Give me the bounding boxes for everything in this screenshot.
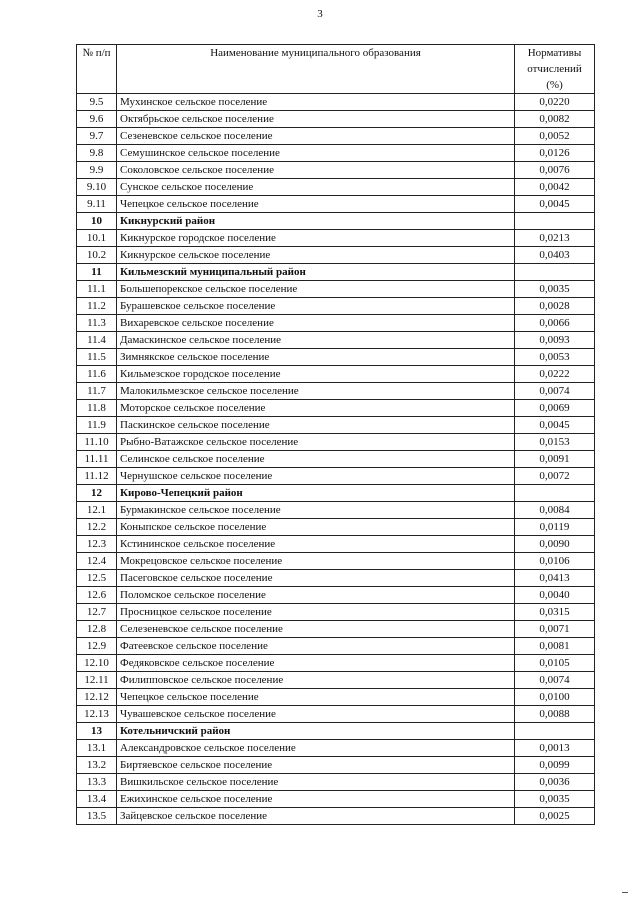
row-name: Рыбно-Ватажское сельское поселение (117, 434, 515, 451)
row-name: Сезеневское сельское поселение (117, 128, 515, 145)
table-row (77, 179, 595, 196)
row-percent: 0,0074 (515, 672, 595, 689)
row-percent: 0,0093 (515, 332, 595, 349)
row-number: 13.2 (77, 757, 117, 774)
row-number: 9.7 (77, 128, 117, 145)
row-name: Филипповское сельское поселение (117, 672, 515, 689)
table-row (77, 638, 595, 655)
row-name: Моторское сельское поселение (117, 400, 515, 417)
header-name: Наименование муниципального образования (117, 45, 515, 94)
row-percent: 0,0084 (515, 502, 595, 519)
corner-mark (622, 892, 628, 893)
row-number: 12.5 (77, 570, 117, 587)
row-number: 12.4 (77, 553, 117, 570)
header-number: № п/п (77, 45, 117, 94)
row-percent: 0,0036 (515, 774, 595, 791)
row-name: Соколовское сельское поселение (117, 162, 515, 179)
table-row (77, 757, 595, 774)
row-number: 11.10 (77, 434, 117, 451)
district-row (77, 485, 595, 502)
row-number: 13.3 (77, 774, 117, 791)
row-name: Кильмезский муниципальный район (117, 264, 515, 281)
row-name: Селинское сельское поселение (117, 451, 515, 468)
table-row (77, 451, 595, 468)
row-name: Кирово-Чепецкий район (117, 485, 515, 502)
row-percent: 0,0222 (515, 366, 595, 383)
table-row (77, 145, 595, 162)
row-percent: 0,0025 (515, 808, 595, 825)
table-row (77, 587, 595, 604)
row-percent: 0,0091 (515, 451, 595, 468)
row-name: Зимнякское сельское поселение (117, 349, 515, 366)
row-name: Большепорекское сельское поселение (117, 281, 515, 298)
row-number: 9.8 (77, 145, 117, 162)
row-percent: 0,0090 (515, 536, 595, 553)
row-percent: 0,0220 (515, 94, 595, 111)
row-name: Бурмакинское сельское поселение (117, 502, 515, 519)
row-name: Кстининское сельское поселение (117, 536, 515, 553)
row-number: 12.7 (77, 604, 117, 621)
row-number: 11.2 (77, 298, 117, 315)
row-number: 12.13 (77, 706, 117, 723)
row-number: 12.6 (77, 587, 117, 604)
row-percent: 0,0106 (515, 553, 595, 570)
table-row (77, 655, 595, 672)
row-percent: 0,0088 (515, 706, 595, 723)
row-number: 9.11 (77, 196, 117, 213)
table-row (77, 519, 595, 536)
row-number: 11.12 (77, 468, 117, 485)
table-row (77, 128, 595, 145)
row-percent: 0,0213 (515, 230, 595, 247)
row-percent: 0,0119 (515, 519, 595, 536)
header-percent: Нормативы отчислений (%) (515, 45, 595, 94)
row-percent: 0,0069 (515, 400, 595, 417)
row-number: 11.3 (77, 315, 117, 332)
row-number: 10.1 (77, 230, 117, 247)
row-number: 9.6 (77, 111, 117, 128)
row-percent: 0,0013 (515, 740, 595, 757)
table-row (77, 502, 595, 519)
table-row (77, 536, 595, 553)
row-number: 9.9 (77, 162, 117, 179)
row-name: Малокильмезское сельское поселение (117, 383, 515, 400)
table-row (77, 94, 595, 111)
row-number: 10.2 (77, 247, 117, 264)
table-row (77, 570, 595, 587)
row-number: 12.3 (77, 536, 117, 553)
row-percent: 0,0099 (515, 757, 595, 774)
row-number: 11.1 (77, 281, 117, 298)
row-number: 13.1 (77, 740, 117, 757)
row-number: 12.11 (77, 672, 117, 689)
row-percent: 0,0100 (515, 689, 595, 706)
district-row (77, 264, 595, 281)
row-number: 11.11 (77, 451, 117, 468)
row-percent: 0,0071 (515, 621, 595, 638)
table-row (77, 774, 595, 791)
table-header-row (77, 45, 595, 94)
row-number: 11 (77, 264, 117, 281)
row-number: 11.5 (77, 349, 117, 366)
row-name: Пасеговское сельское поселение (117, 570, 515, 587)
row-percent: 0,0035 (515, 281, 595, 298)
row-number: 12.1 (77, 502, 117, 519)
table-row (77, 417, 595, 434)
table-row (77, 332, 595, 349)
row-name: Чувашевское сельское поселение (117, 706, 515, 723)
table-row (77, 604, 595, 621)
row-number: 11.9 (77, 417, 117, 434)
row-percent (515, 723, 595, 740)
row-number: 10 (77, 213, 117, 230)
row-percent (515, 264, 595, 281)
row-name: Федяковское сельское поселение (117, 655, 515, 672)
table-row (77, 298, 595, 315)
row-percent: 0,0081 (515, 638, 595, 655)
row-number: 11.6 (77, 366, 117, 383)
row-name: Селезеневское сельское поселение (117, 621, 515, 638)
table-row (77, 383, 595, 400)
row-percent: 0,0403 (515, 247, 595, 264)
row-number: 12 (77, 485, 117, 502)
row-percent: 0,0045 (515, 196, 595, 213)
table-row (77, 468, 595, 485)
table-row (77, 553, 595, 570)
row-percent: 0,0072 (515, 468, 595, 485)
table-row (77, 281, 595, 298)
row-percent: 0,0076 (515, 162, 595, 179)
row-name: Александровское сельское поселение (117, 740, 515, 757)
row-number: 13.4 (77, 791, 117, 808)
row-name: Чепецкое сельское поселение (117, 689, 515, 706)
table-row (77, 247, 595, 264)
row-name: Вихаревское сельское поселение (117, 315, 515, 332)
row-name: Зайцевское сельское поселение (117, 808, 515, 825)
row-name: Ежихинское сельское поселение (117, 791, 515, 808)
row-number: 12.2 (77, 519, 117, 536)
row-name: Котельничский район (117, 723, 515, 740)
row-name: Чернушское сельское поселение (117, 468, 515, 485)
row-name: Октябрьское сельское поселение (117, 111, 515, 128)
row-percent: 0,0053 (515, 349, 595, 366)
row-percent: 0,0042 (515, 179, 595, 196)
row-number: 12.9 (77, 638, 117, 655)
row-percent: 0,0413 (515, 570, 595, 587)
row-number: 12.12 (77, 689, 117, 706)
table-row (77, 162, 595, 179)
row-name: Мокрецовское сельское поселение (117, 553, 515, 570)
row-name: Семушинское сельское поселение (117, 145, 515, 162)
row-percent: 0,0066 (515, 315, 595, 332)
row-percent (515, 213, 595, 230)
table-row (77, 740, 595, 757)
row-name: Биртяевское сельское поселение (117, 757, 515, 774)
row-percent: 0,0105 (515, 655, 595, 672)
row-name: Дамаскинское сельское поселение (117, 332, 515, 349)
row-name: Бурашевское сельское поселение (117, 298, 515, 315)
row-percent: 0,0028 (515, 298, 595, 315)
row-number: 13 (77, 723, 117, 740)
table-row (77, 808, 595, 825)
row-number: 11.4 (77, 332, 117, 349)
row-name: Коныпское сельское поселение (117, 519, 515, 536)
norms-table (76, 44, 595, 825)
table-row (77, 400, 595, 417)
row-name: Кикнурское городское поселение (117, 230, 515, 247)
row-percent: 0,0074 (515, 383, 595, 400)
table-row (77, 689, 595, 706)
row-percent (515, 485, 595, 502)
row-percent: 0,0035 (515, 791, 595, 808)
row-name: Фатеевское сельское поселение (117, 638, 515, 655)
table-row (77, 434, 595, 451)
table-row (77, 366, 595, 383)
row-percent: 0,0040 (515, 587, 595, 604)
district-row (77, 723, 595, 740)
row-percent: 0,0126 (515, 145, 595, 162)
row-name: Мухинское сельское поселение (117, 94, 515, 111)
row-percent: 0,0045 (515, 417, 595, 434)
row-name: Вишкильское сельское поселение (117, 774, 515, 791)
row-name: Паскинское сельское поселение (117, 417, 515, 434)
row-number: 9.5 (77, 94, 117, 111)
table-row (77, 315, 595, 332)
table-row (77, 706, 595, 723)
row-percent: 0,0082 (515, 111, 595, 128)
page-number: 3 (317, 8, 323, 20)
row-name: Чепецкое сельское поселение (117, 196, 515, 213)
row-number: 11.7 (77, 383, 117, 400)
row-percent: 0,0315 (515, 604, 595, 621)
row-percent: 0,0153 (515, 434, 595, 451)
row-name: Просницкое сельское поселение (117, 604, 515, 621)
table-row (77, 621, 595, 638)
row-name: Кикнурский район (117, 213, 515, 230)
row-number: 13.5 (77, 808, 117, 825)
row-number: 9.10 (77, 179, 117, 196)
row-name: Сунское сельское поселение (117, 179, 515, 196)
table-row (77, 349, 595, 366)
row-number: 11.8 (77, 400, 117, 417)
district-row (77, 213, 595, 230)
table-row (77, 196, 595, 213)
row-number: 12.10 (77, 655, 117, 672)
table-row (77, 230, 595, 247)
table-row (77, 672, 595, 689)
row-name: Кикнурское сельское поселение (117, 247, 515, 264)
row-name: Поломское сельское поселение (117, 587, 515, 604)
row-number: 12.8 (77, 621, 117, 638)
row-name: Кильмезское городское поселение (117, 366, 515, 383)
table-row (77, 791, 595, 808)
table-row (77, 111, 595, 128)
row-percent: 0,0052 (515, 128, 595, 145)
